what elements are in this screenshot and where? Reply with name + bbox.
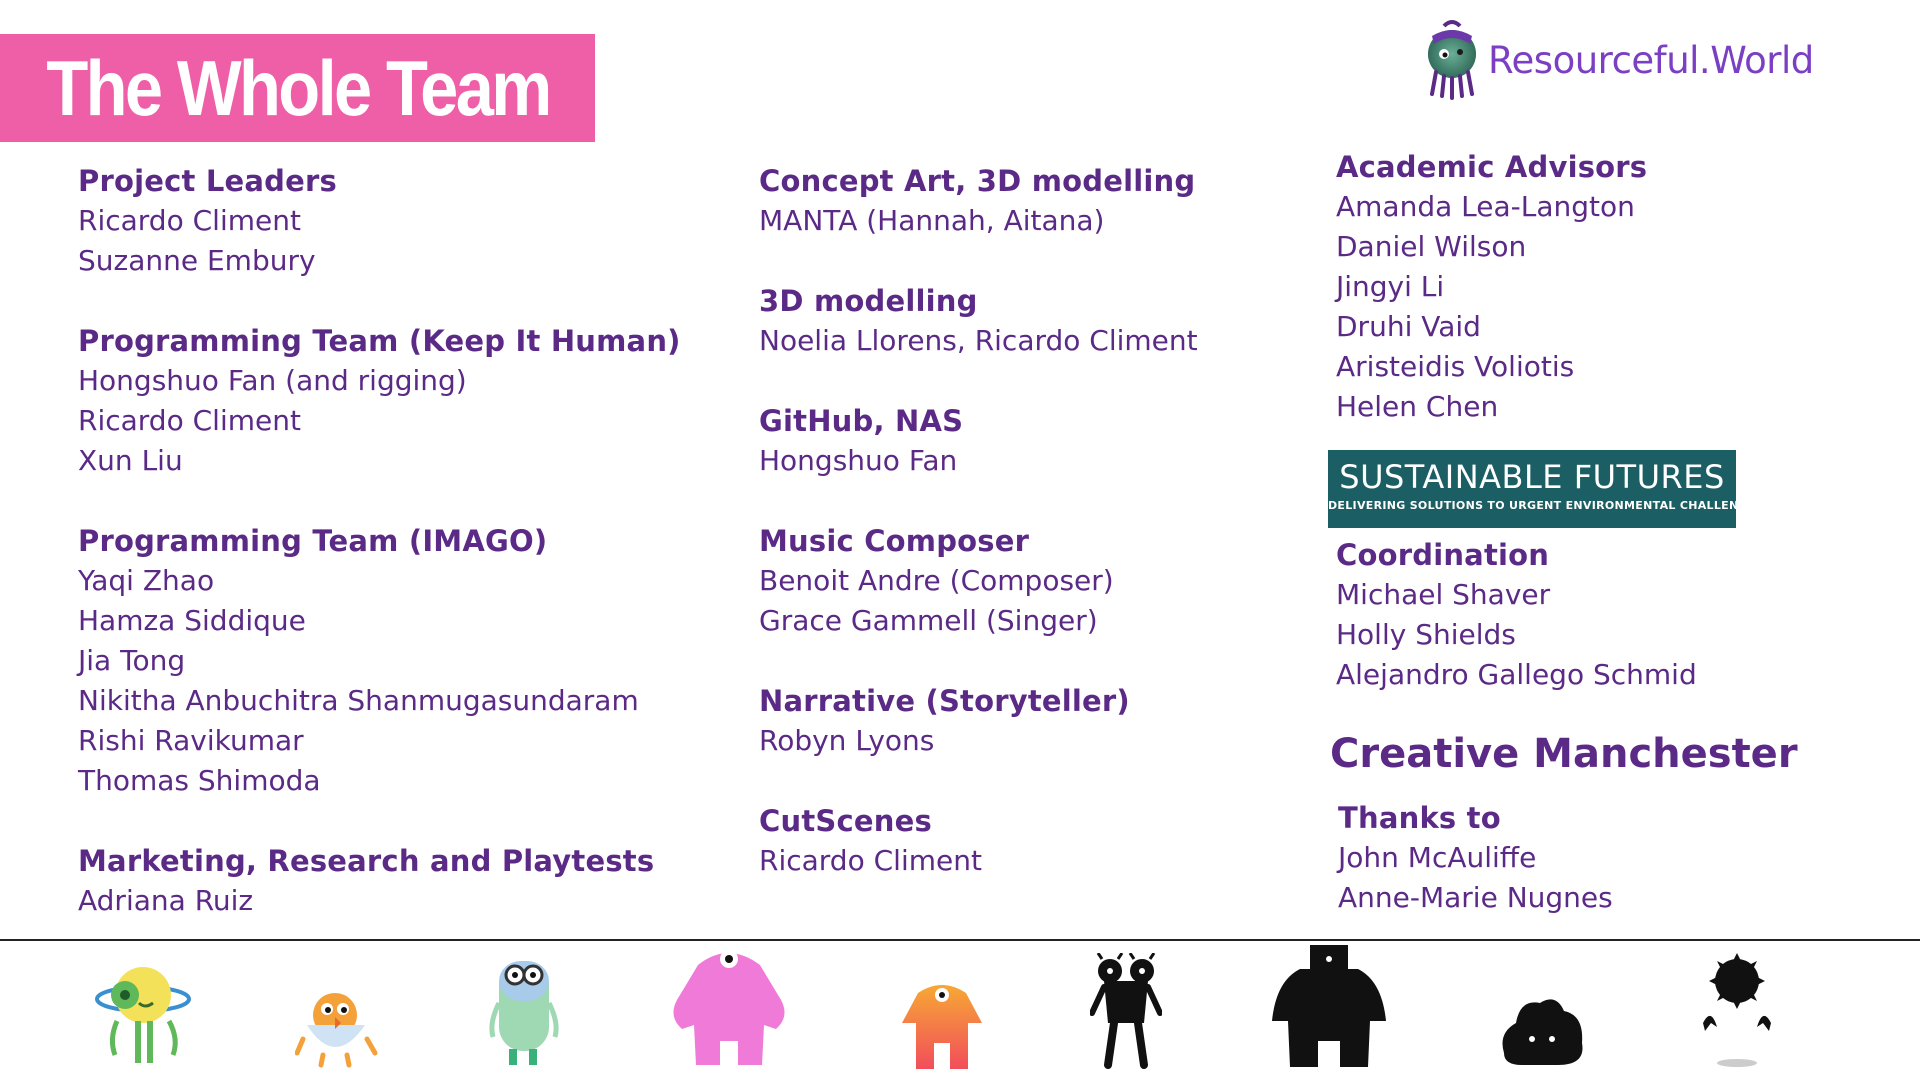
member-name: Hamza Siddique xyxy=(78,604,306,637)
middle-column xyxy=(759,161,1198,921)
credit-group xyxy=(759,281,1198,361)
brand xyxy=(1422,20,1814,100)
member-name: Rishi Ravikumar xyxy=(78,724,304,757)
member-name: Hongshuo Fan (and rigging) xyxy=(78,364,467,397)
member-name: Xun Liu xyxy=(78,444,183,477)
yellow-ringed-character-icon xyxy=(95,959,195,1069)
group-title: Narrative (Storyteller) xyxy=(759,684,1130,718)
group-title: Marketing, Research and Playtests xyxy=(78,844,655,878)
credit-group xyxy=(759,801,1198,881)
left-column xyxy=(78,161,681,961)
member-name: Helen Chen xyxy=(1336,390,1499,423)
member-name: Nikitha Anbuchitra Shanmugasundaram xyxy=(78,684,639,717)
member-name: Daniel Wilson xyxy=(1336,230,1527,263)
member-name: Michael Shaver xyxy=(1336,578,1551,611)
pink-blob-character-icon xyxy=(668,945,790,1069)
sustainable-futures-logo xyxy=(1328,450,1764,528)
credit-group xyxy=(1336,147,1647,427)
brand-name: Resourceful.World xyxy=(1488,38,1814,82)
black-spiky-character-icon xyxy=(1695,951,1779,1069)
credit-group xyxy=(78,521,681,801)
group-title: Concept Art, 3D modelling xyxy=(759,164,1196,198)
member-name: Yaqi Zhao xyxy=(78,564,215,597)
member-name: Grace Gammell (Singer) xyxy=(759,604,1098,637)
credit-group xyxy=(759,681,1198,761)
group-title: GitHub, NAS xyxy=(759,404,964,438)
title-banner xyxy=(0,34,595,142)
mascot-logo-icon xyxy=(1422,20,1482,100)
member-name: Druhi Vaid xyxy=(1336,310,1481,343)
member-name: Noelia Llorens, Ricardo Climent xyxy=(759,324,1198,357)
thanks-group xyxy=(1338,798,1613,918)
member-name: Thomas Shimoda xyxy=(78,764,321,797)
creative-manchester-heading: Creative Manchester xyxy=(1330,731,1798,777)
credit-group xyxy=(759,521,1198,641)
member-name: Jia Tong xyxy=(78,644,186,677)
credit-group xyxy=(78,161,681,281)
black-slime-character-icon xyxy=(1498,993,1586,1067)
right-column xyxy=(1336,147,1647,449)
sustainable-futures-subtitle: DELIVERING SOLUTIONS TO URGENT ENVIRONMENTAL CHALLENGES xyxy=(1328,499,1764,512)
sustainable-futures-title: SUSTAINABLE FUTURES xyxy=(1339,458,1725,496)
member-name: Holly Shields xyxy=(1336,618,1516,651)
member-name: Benoit Andre (Composer) xyxy=(759,564,1114,597)
member-name: Suzanne Embury xyxy=(78,244,316,277)
credit-group xyxy=(759,401,1198,481)
member-name: John McAuliffe xyxy=(1338,841,1537,874)
character-strip xyxy=(0,941,1920,1080)
orange-cyclops-character-icon xyxy=(898,977,986,1071)
credit-group xyxy=(78,841,681,921)
green-goggles-character-icon xyxy=(487,953,562,1071)
group-title: Thanks to xyxy=(1338,801,1501,835)
member-name: Robyn Lyons xyxy=(759,724,935,757)
member-name: Anne-Marie Nugnes xyxy=(1338,881,1613,914)
member-name: Jingyi Li xyxy=(1336,270,1445,303)
coordination-group xyxy=(1336,535,1697,695)
group-title: 3D modelling xyxy=(759,284,978,318)
member-name: Alejandro Gallego Schmid xyxy=(1336,658,1697,691)
credit-group xyxy=(759,161,1198,241)
member-name: Ricardo Climent xyxy=(78,204,301,237)
credit-group xyxy=(78,321,681,481)
black-robot-character-icon xyxy=(1270,945,1388,1067)
group-title: Programming Team (IMAGO) xyxy=(78,524,548,558)
member-name: Hongshuo Fan xyxy=(759,444,958,477)
member-name: MANTA (Hannah, Aitana) xyxy=(759,204,1105,237)
group-title: Academic Advisors xyxy=(1336,150,1648,184)
orange-bird-character-icon xyxy=(295,989,380,1069)
group-title: Coordination xyxy=(1336,538,1550,572)
group-title: Music Composer xyxy=(759,524,1030,558)
member-name: Adriana Ruiz xyxy=(78,884,254,917)
member-name: Ricardo Climent xyxy=(78,404,301,437)
member-name: Amanda Lea-Langton xyxy=(1336,190,1635,223)
black-two-headed-character-icon xyxy=(1090,953,1162,1069)
member-name: Aristeidis Voliotis xyxy=(1336,350,1575,383)
group-title: Project Leaders xyxy=(78,164,337,198)
group-title: CutScenes xyxy=(759,804,932,838)
member-name: Ricardo Climent xyxy=(759,844,982,877)
group-title: Programming Team (Keep It Human) xyxy=(78,324,681,358)
page-title: The Whole Team xyxy=(45,43,550,132)
